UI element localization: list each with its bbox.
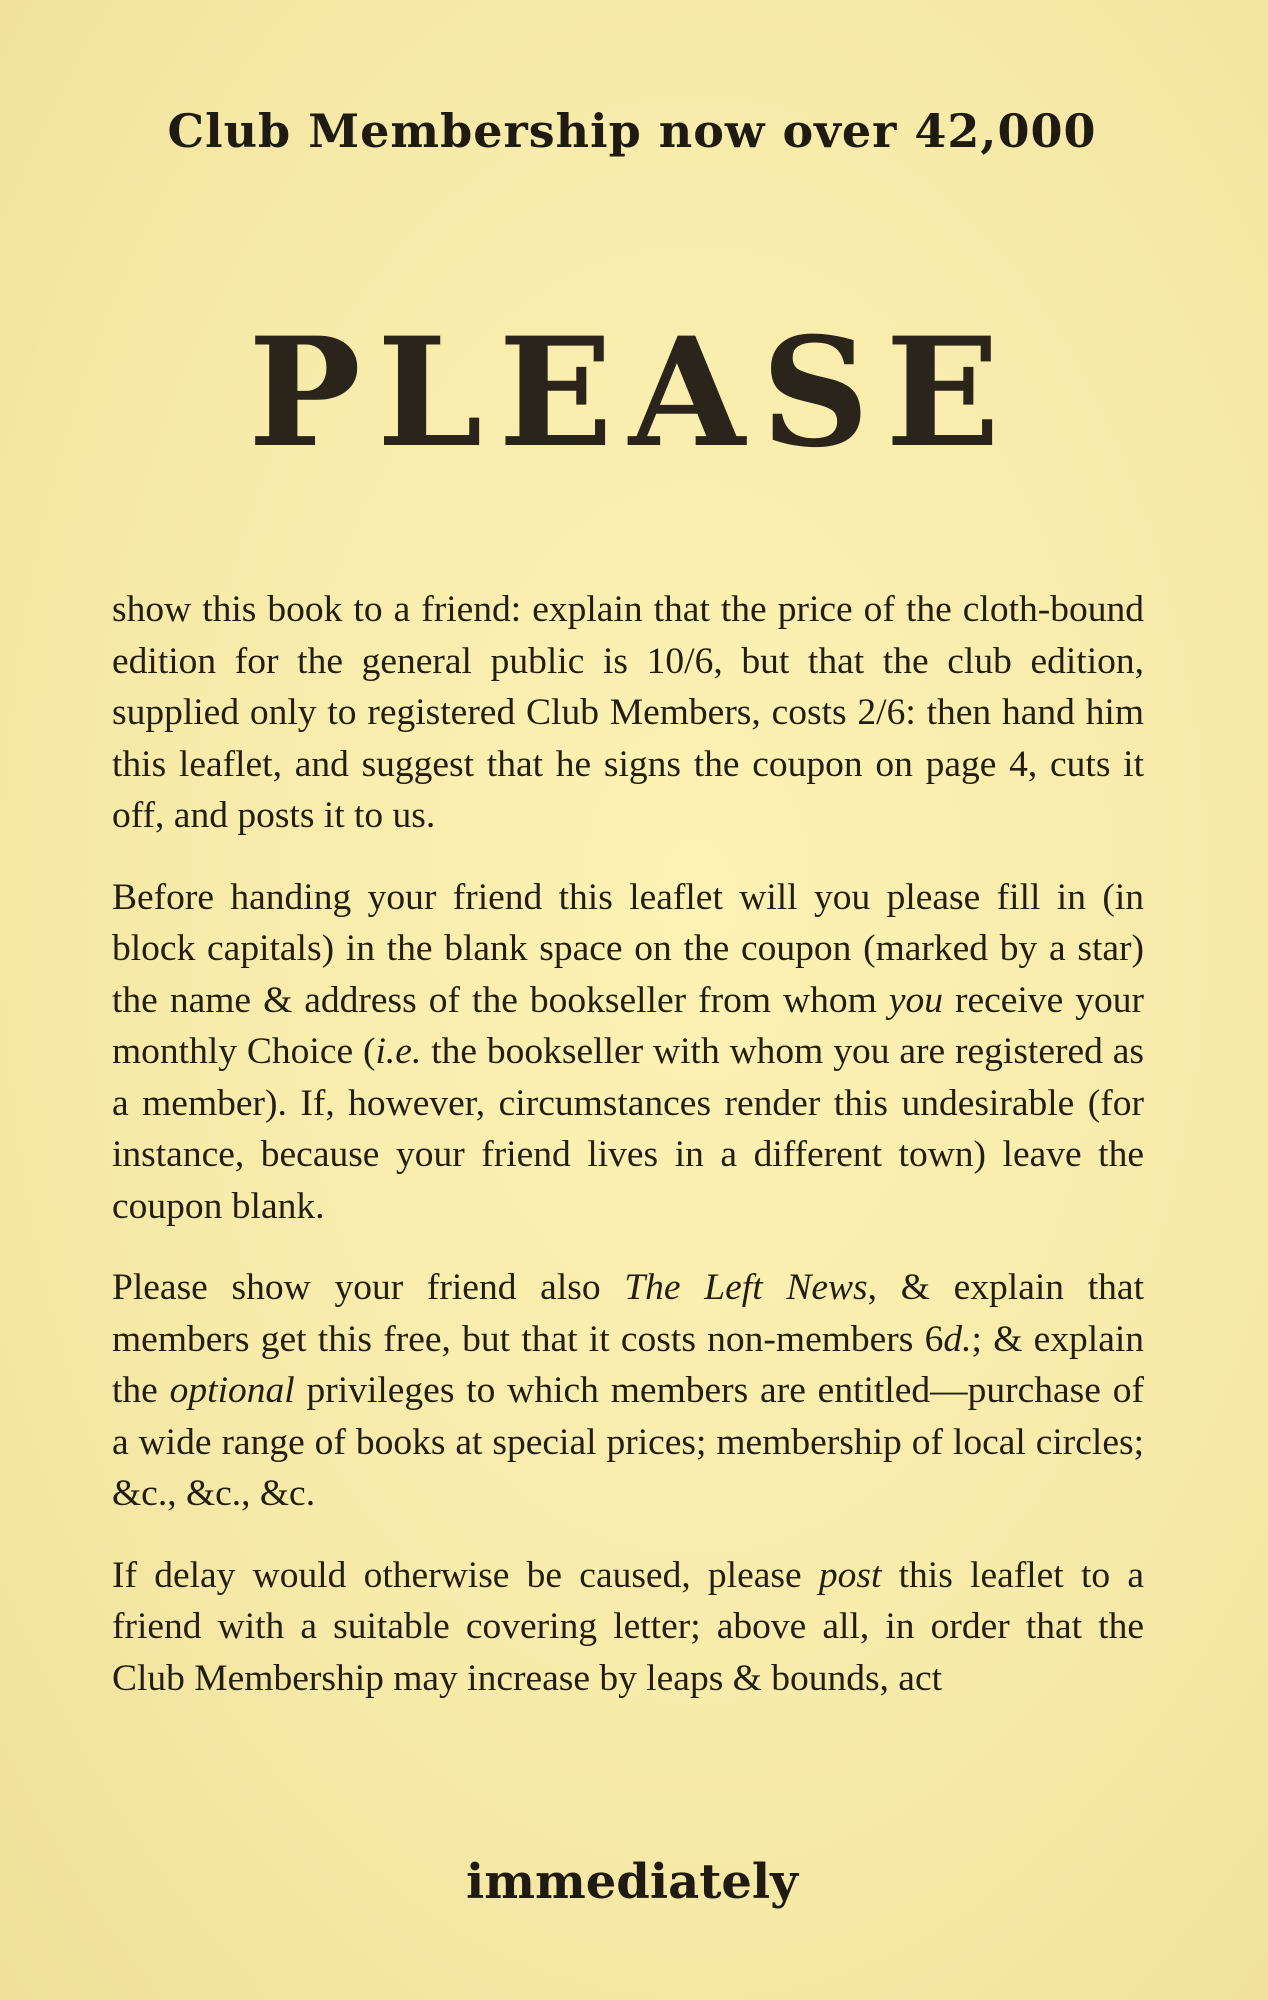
emphasis-post: post — [818, 1554, 882, 1596]
paragraph-show-book — [112, 584, 1144, 842]
paragraph-text: ; & explain the — [112, 1318, 1145, 1411]
paragraph-text: receive your monthly Choice ( — [112, 979, 1144, 1072]
paragraph-text: show this book to a friend: explain that the price of the cloth-bound edition for the general public is 10/6, but that the club edition, supplied only to registered Club Members, costs 2/6: then hand him this leaflet, and suggest that he signs the coupon on page 4, cuts it off, and posts it to us. — [112, 589, 1144, 836]
paragraph-text: this leaflet to a friend with a suitable covering letter; above all, in order that the Club Membership may increase by leaps & bounds, act — [112, 1554, 1145, 1699]
paragraph-text: , & explain that members get this free, but that it costs non-members 6 — [112, 1267, 1144, 1360]
immediately-closing: immediately — [465, 1854, 799, 1910]
paragraph-post-leaflet — [112, 1550, 1144, 1705]
paragraph-left-news — [112, 1262, 1144, 1520]
membership-headline: Club Membership now over 42,000 — [167, 104, 1097, 158]
emphasis-optional: optional — [169, 1370, 295, 1411]
emphasis-ie: i.e. — [375, 1031, 422, 1072]
paragraph-text: privileges to which members are entitled—purchase of a wide range of books at special prices; membership of local circles; &c., &c., &c. — [112, 1370, 1144, 1514]
paragraph-text: the bookseller with whom you are registered as a member). If, however, circumstances render this undesirable (for instance, because your friend lives in a different town) leave the coupon blank. — [112, 1031, 1144, 1227]
emphasis-pence: d. — [943, 1318, 972, 1360]
emphasis-left-news: The Left News — [624, 1267, 868, 1308]
paragraph-coupon-instructions — [112, 872, 1144, 1233]
paragraph-text: Before handing your friend this leaflet will you please fill in (in block capitals) in the blank space on the coupon (marked by a star) the name & address of the bookseller from whom — [112, 876, 1144, 1021]
paragraph-text: If delay would otherwise be caused, please — [112, 1554, 819, 1596]
leaflet-body — [112, 584, 1144, 1734]
please-title: PLEASE — [248, 305, 1016, 481]
paragraph-text: Please show your friend also — [112, 1267, 625, 1308]
emphasis-you: you — [888, 979, 943, 1021]
